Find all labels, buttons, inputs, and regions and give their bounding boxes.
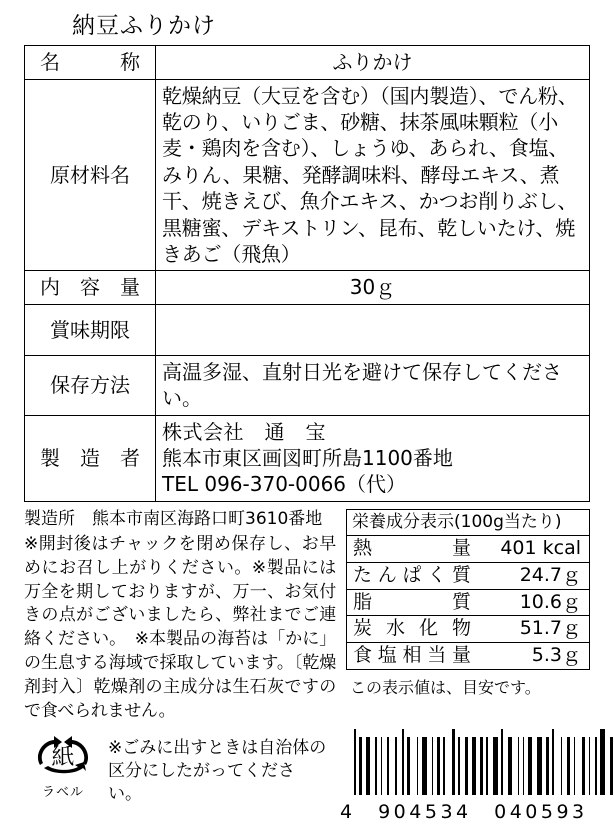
nutrition-cell-fat (347, 589, 590, 616)
row-label-storage: 保存方法 (25, 355, 156, 415)
nutrition-name-protein: たんぱく質 (353, 563, 471, 586)
recycle-kanji: 紙 (51, 743, 75, 770)
manufacturing-site: 製造所 熊本市南区海路口町3610番地 (24, 508, 323, 529)
lower-section (24, 509, 590, 724)
nutrition-header: 栄養成分表示(100g当たり) (347, 509, 590, 535)
nutrition-header-row (347, 509, 590, 535)
barcode-image (354, 729, 614, 795)
nutrition-name-energy: 熱 量 (353, 537, 471, 560)
disposal-note: ※ごみに出すときは自治体の区分にしたがってください。 (108, 738, 327, 805)
table-row-storage (25, 355, 590, 415)
barcode-number: 4 904534 040593 (340, 801, 588, 824)
notes-block (24, 509, 336, 724)
recycle-label: ラベル (41, 785, 84, 801)
nutrition-row (347, 616, 590, 643)
maker-address: 熊本市東区画図町所島1100番地 (162, 445, 453, 470)
product-info-table (24, 45, 590, 501)
nutrition-value-protein: 24.7ｇ (519, 563, 581, 586)
nutrition-row (347, 562, 590, 589)
row-value-content-amount: 30ｇ (156, 271, 590, 304)
row-value-storage: 高温多湿、直射日光を避けて保存してください。 (156, 355, 590, 415)
nutrition-row (347, 589, 590, 616)
nutrition-name-salt: 食塩相当量 (353, 644, 471, 667)
row-label-name: 名称 (25, 46, 156, 79)
product-notes: ※開封後はチャックを閉め保存し、お早めにお召し上がりください。※製品には万全を期しておりますが、万一、お気付きの点がございましたら、弊社までご連絡ください。 ※本製品の海苔は「かに」の生息する海域で採取しています。〔乾燥剤封入〕乾燥剤の主成分は生石灰ですので食べられません。 (24, 534, 336, 721)
nutrition-value-fat: 10.6ｇ (519, 590, 581, 613)
row-value-ingredients: 乾燥納豆（大豆を含む）（国内製造）、でん粉、乾のり、いりごま、砂糖、抹茶風味顆粒（小麦・鶏肉を含む）、しょうゆ、あられ、食塩、みりん、果糖、発酵調味料、酵母エキス、煮干、焼きえび、魚介エキス、かつお削りぶし、黒糖蜜、デキストリン、昆布、乾しいたけ、焼きあご（飛魚） (156, 79, 590, 271)
nutrition-cell-protein (347, 562, 590, 589)
nutrition-cell-carbs (347, 616, 590, 643)
nutrition-cell-energy (347, 536, 590, 563)
row-value-best-before (156, 304, 590, 355)
table-row-content-amount (25, 271, 590, 304)
row-label-maker: 製 造 者 (25, 415, 156, 501)
bottom-section (24, 729, 590, 824)
table-row-maker (25, 415, 590, 501)
nutrition-table (346, 509, 590, 670)
maker-tel: TEL 096-370-0066（代） (162, 472, 407, 497)
barcode-block (334, 729, 614, 824)
nutrition-name-fat: 脂 質 (353, 590, 471, 613)
nutrition-block (346, 509, 590, 724)
maker-company: 株式会社 通 宝 (162, 419, 326, 444)
page-title: 納豆ふりかけ (72, 13, 216, 39)
table-row-best-before (25, 304, 590, 355)
nutrition-note: この表示値は、目安です。 (350, 677, 541, 697)
nutrition-row (347, 643, 590, 670)
paper-recycle-icon (30, 735, 96, 781)
table-row-name (25, 46, 590, 79)
nutrition-cell-salt (347, 643, 590, 670)
row-label-best-before: 賞味期限 (25, 304, 156, 355)
nutrition-value-carbs: 51.7ｇ (519, 617, 581, 640)
recycle-mark-block (24, 729, 102, 800)
row-value-maker (156, 415, 590, 501)
nutrition-value-energy: 401 kcal (500, 537, 581, 560)
nutrition-name-carbs: 炭水化物 (353, 617, 471, 640)
table-row-ingredients (25, 79, 590, 271)
row-label-content-amount: 内容量 (25, 271, 156, 304)
nutrition-value-salt: 5.3ｇ (531, 644, 581, 667)
nutrition-row (347, 536, 590, 563)
row-value-name: ふりかけ (156, 46, 590, 79)
row-label-ingredients: 原材料名 (25, 79, 156, 271)
